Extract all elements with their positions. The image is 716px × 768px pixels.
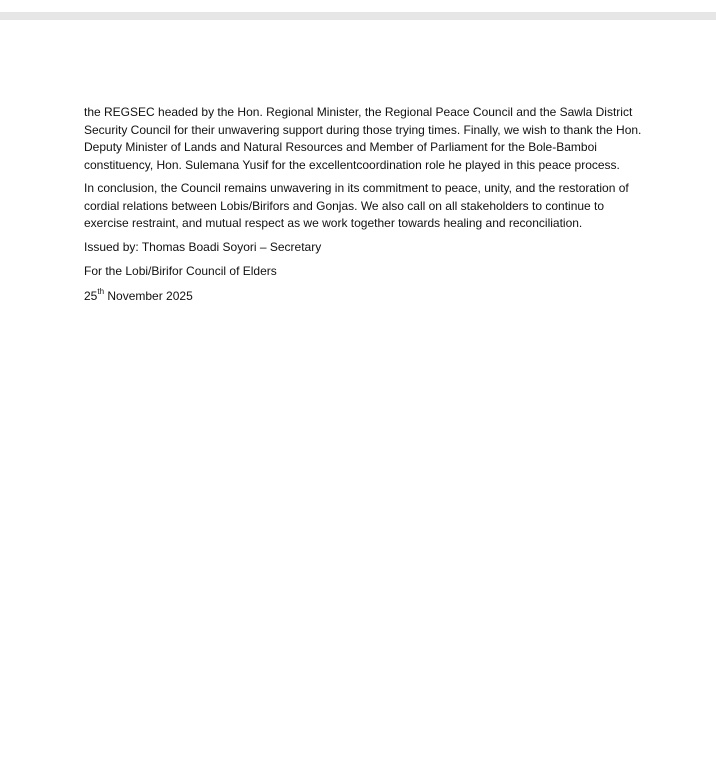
viewer-top-strip bbox=[0, 12, 716, 20]
organization-line: For the Lobi/Birifor Council of Elders bbox=[84, 264, 277, 278]
document-body bbox=[84, 104, 644, 311]
date-ordinal-suffix: th bbox=[97, 286, 105, 296]
paragraph-conclusion: In conclusion, the Council remains unwavering in its commitment to peace, unity, and the restoration of cordial relations between Lobis/Birifors and Gonjas. We also call on all stakeholders to continue to exercise restraint, and mutual respect as we work together towards healing and reconciliation. bbox=[84, 181, 629, 230]
issued-by-line: Issued by: Thomas Boadi Soyori – Secretary bbox=[84, 239, 322, 254]
date-day: 25 bbox=[84, 288, 98, 303]
document-page bbox=[0, 20, 716, 768]
paragraph-acknowledgements: the REGSEC headed by the Hon. Regional Minister, the Regional Peace Council and the Sawla District Security Council for their unwavering support during those trying times. Finally, we wish to thank the Hon. Deputy Minister of Lands and Natural Resources and Member of Parliament for the Bole-Bamboi constituency, Hon. Sulemana Yusif for the excellentcoordination role he played in this peace process. bbox=[84, 105, 642, 172]
date-line bbox=[84, 288, 644, 306]
date-month-year: November 2025 bbox=[104, 288, 193, 303]
